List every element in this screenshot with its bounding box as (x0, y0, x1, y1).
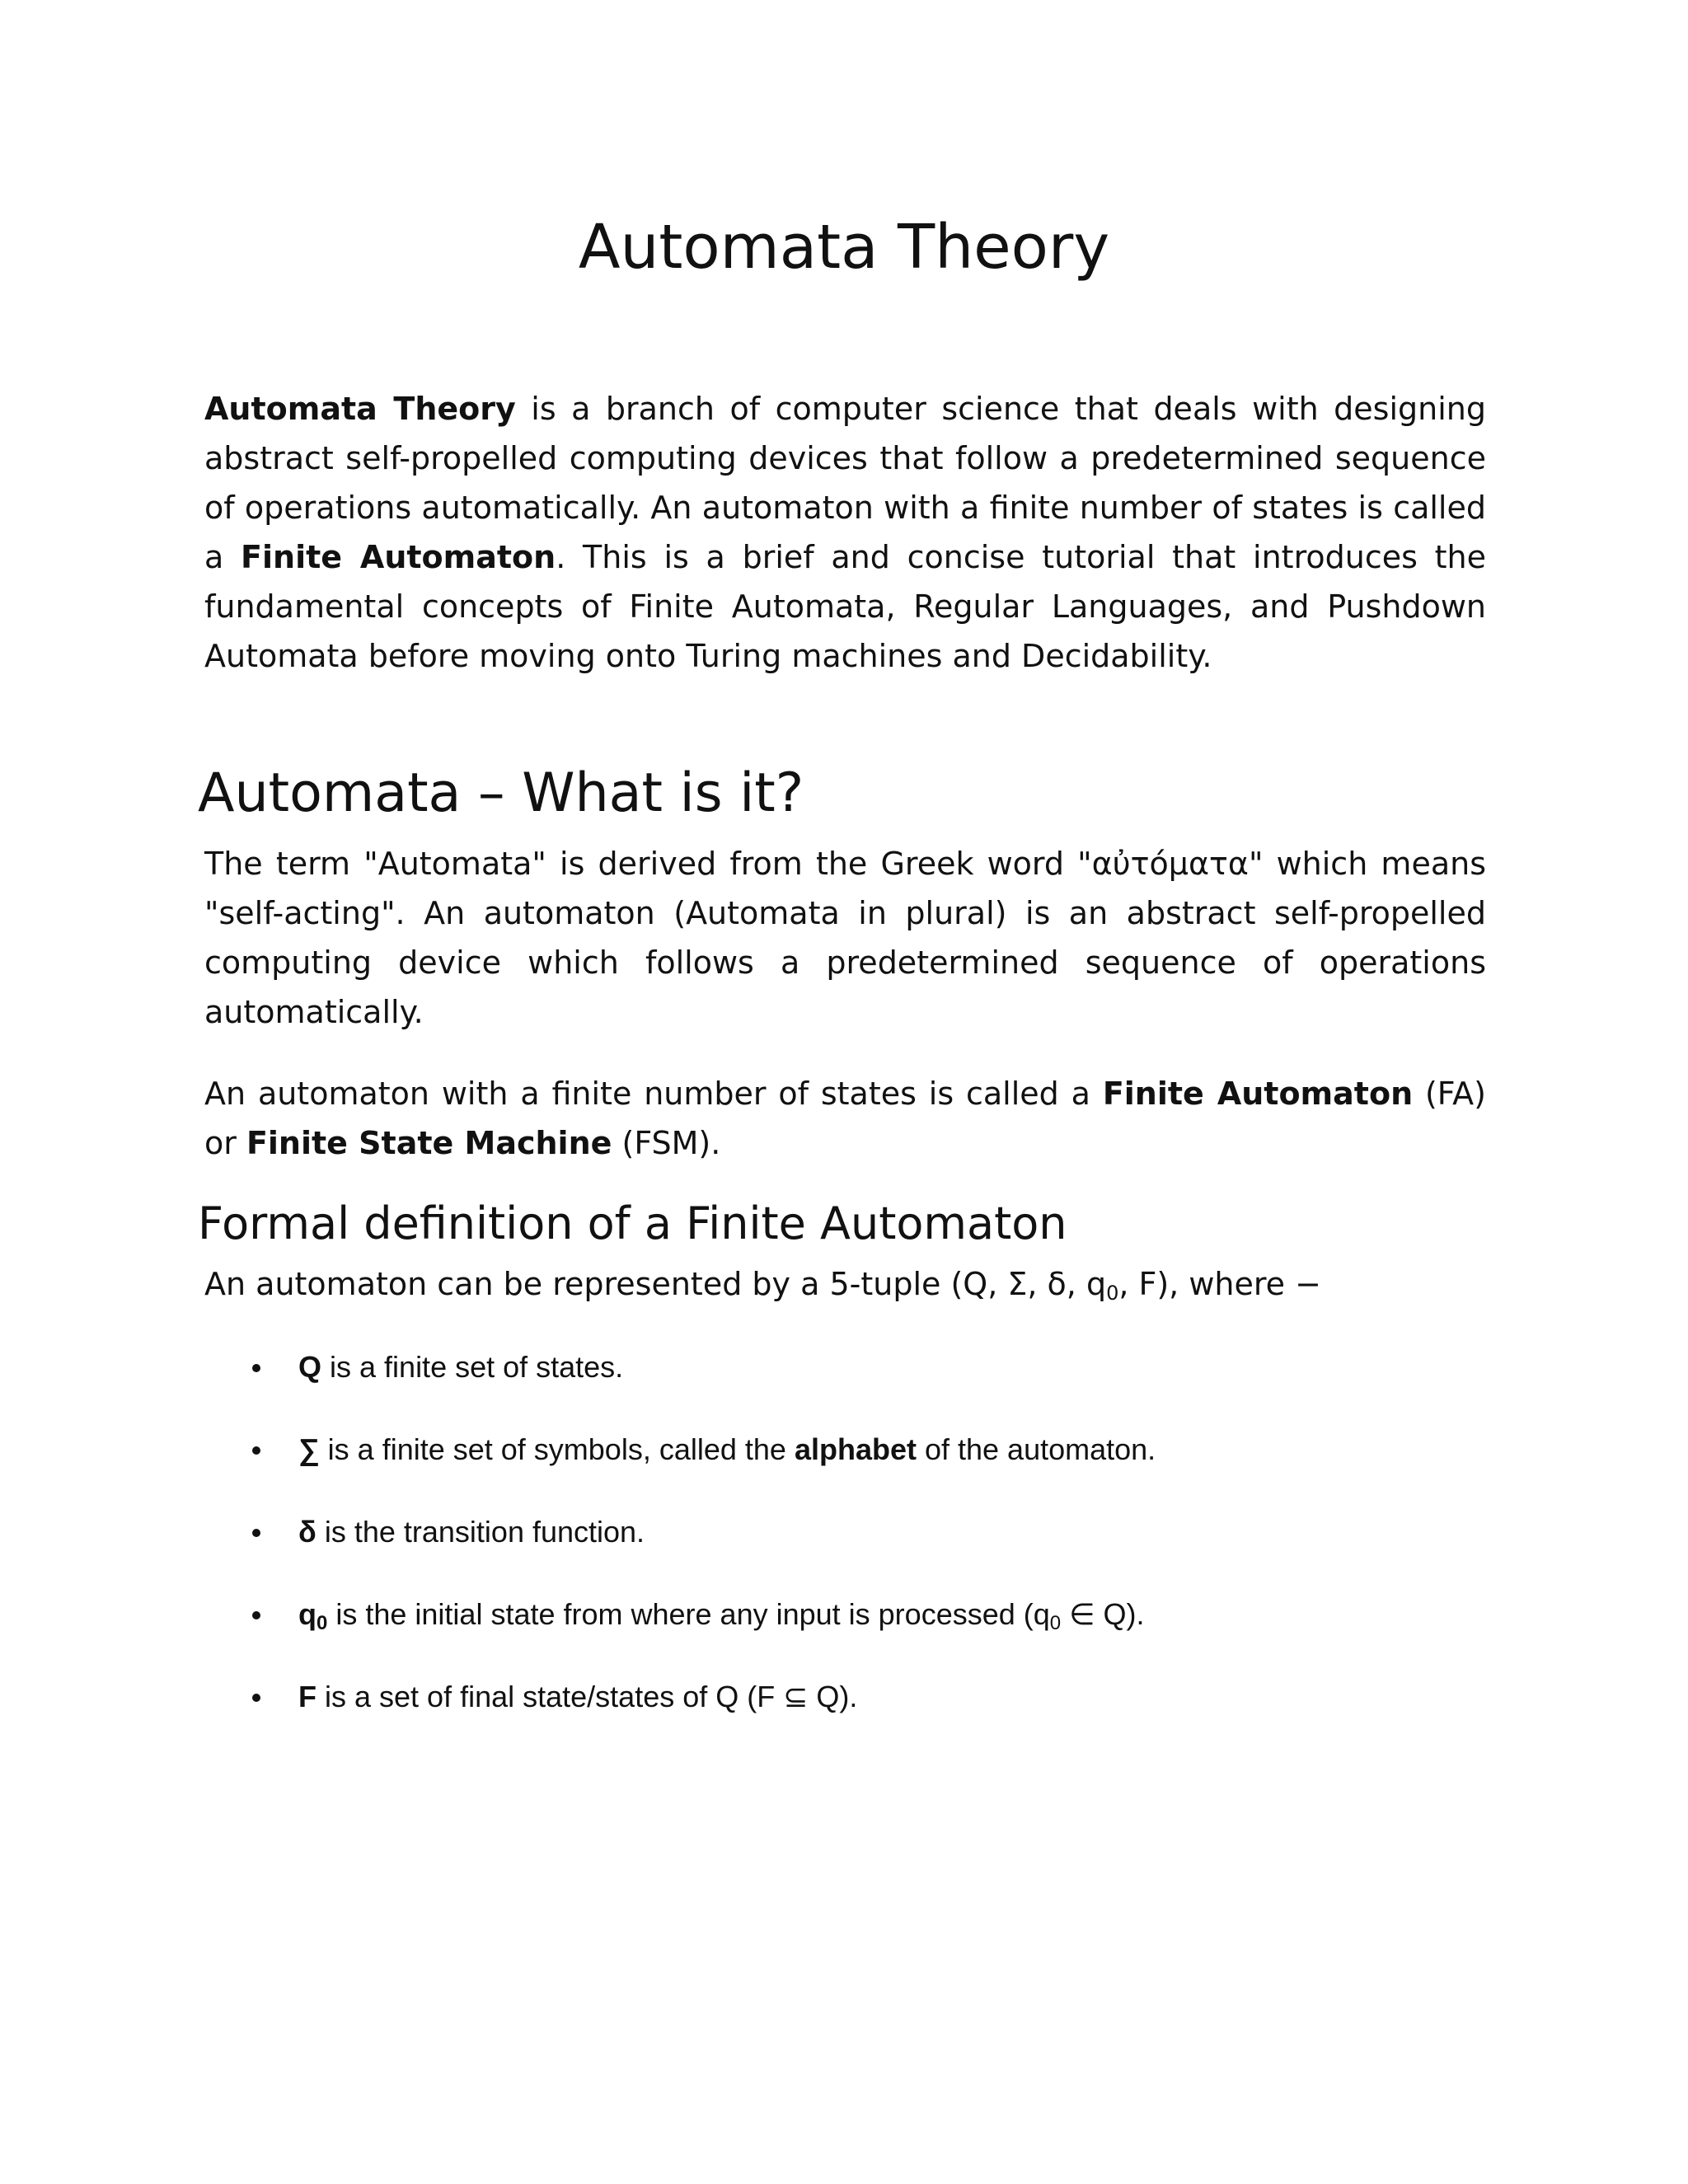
bullet-icon (252, 1611, 260, 1619)
item-text: is a set of final state/states of Q (F ⊆ Q). (316, 1680, 858, 1713)
item-bold-term: alphabet (794, 1432, 917, 1466)
item-symbol: δ (298, 1515, 316, 1549)
item-text-2: of the automaton. (916, 1432, 1156, 1466)
tuple-definition (204, 1259, 1486, 1318)
section-heading-formal-definition: Formal definition of a Finite Automaton (198, 1197, 1067, 1249)
definition-list (204, 1346, 1486, 1758)
term-origin-paragraph: The term "Automata" is derived from the Greek word "αὐτόματα" which means "self-acting". An automaton (Automata in plural) is an abstract self-propelled computing device which follows a predetermined sequence of operations automatically. (204, 846, 1486, 1030)
bullet-icon (252, 1694, 260, 1702)
item-symbol: ∑ (298, 1432, 320, 1466)
bullet-icon (252, 1446, 260, 1455)
fsm-term: Finite State Machine (246, 1125, 612, 1161)
item-subscript: 0 (1049, 1612, 1062, 1634)
intro-finite-automaton: Finite Automaton (241, 539, 556, 575)
item-symbol-subscript: 0 (316, 1612, 328, 1634)
list-item (204, 1593, 1486, 1675)
list-item (204, 1428, 1486, 1511)
tuple-subscript: 0 (1106, 1282, 1119, 1305)
item-symbol: F (298, 1680, 316, 1713)
fa-text-2: (FA) or (204, 1076, 1487, 1161)
finite-automaton-paragraph (204, 1069, 1486, 1168)
fa-term: Finite Automaton (1102, 1076, 1414, 1112)
tuple-text-1: An automaton can be represented by a 5-tuple (Q, Σ, δ, q (204, 1266, 1107, 1302)
item-symbol-letter: q (298, 1597, 316, 1631)
intro-term: Automata Theory (204, 391, 516, 427)
item-text: is the transition function. (316, 1515, 645, 1549)
item-text-2: ∈ Q). (1061, 1597, 1145, 1631)
intro-text-1: is a branch of computer science that deals with designing abstract self-propelled computing devices that follow a predetermined sequence of operations automatically. An automaton with a finite number of states is called a (204, 391, 1486, 575)
page-title: Automata Theory (578, 212, 1110, 283)
item-symbol (298, 1597, 328, 1634)
intro-paragraph (204, 384, 1486, 681)
list-item (204, 1511, 1486, 1593)
item-symbol: Q (298, 1350, 322, 1384)
fa-text-1: An automaton with a finite number of states is called a (204, 1076, 1103, 1112)
list-item (204, 1675, 1486, 1758)
bullet-icon (252, 1529, 260, 1537)
item-text: is a finite set of symbols, called the (319, 1432, 795, 1466)
bullet-icon (252, 1364, 260, 1372)
item-text: is the initial state from where any input is processed (q (327, 1597, 1050, 1631)
item-text: is a finite set of states. (321, 1350, 624, 1384)
fa-text-3: (FSM). (612, 1125, 721, 1161)
intro-text-2: . This is a brief and concise tutorial that introduces the fundamental concepts of Finite Automata, Regular Languages, and Pushdown Automata before moving onto Turing machines and Decidability. (204, 539, 1486, 674)
tuple-text-2: , F), where − (1118, 1266, 1321, 1302)
section-heading-what-is-it: Automata – What is it? (198, 762, 804, 824)
list-item (204, 1346, 1486, 1428)
